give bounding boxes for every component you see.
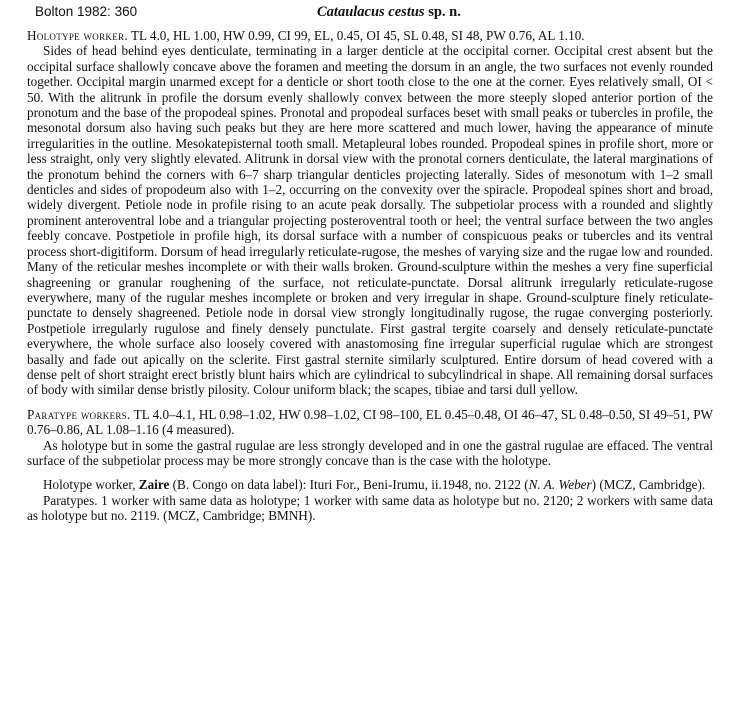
holotype-material-details: (B. Congo on data label): Ituri For., Beni-Irumu, ii.1948, no. 2122 ( (172, 477, 529, 493)
page-header (27, 4, 713, 28)
holotype-material-label: Holotype worker, (43, 477, 136, 493)
holotype-description: Sides of head behind eyes denticulate, terminating in a larger denticle at the occipital corner. Occipital crest absent but the occipital surface shallowly concave above the foramen and meeting the dorsum in an angle, the two surfaces not evenly rounded together. Occipital margin unarmed except for a denticle or short tooth close to the one at the corner. Eyes relatively small, OI < 50. With the alitrunk in profile the dorsum evenly shallowly convex between the more steeply sloped anterior portion of the pronotum and the base of the propodeal spines. Pronotal and propodeal surfaces beset with small peaks or tubercles in profile, the mesonotal dorsum also having such peaks but they are here more scattered and much lower, having the appearance of minute irregularities in the outline. Mesokatepisternal tooth small. Metapleural lobes rounded. Propodeal spines in profile short, more or less straight, only very slightly elevated. Alitrunk in dorsal view with the pronotal corners denticulate, the lateral marginations of the pronotum behind the corners with 6–7 sharp triangular denticles projecting laterally. Sides of mesonotum with 1–2 small denticles and sides of propodeum also with 1–2, occurring on the convexity over the spiracle. Propodeal spines short and broad, widely divergent. Petiole node in profile rising to an acute peak dorsally. The subpetiolar process with a rounded and slightly prominent anteroventral lobe and a triangular projecting posteroventral tooth or heel; the ventral surface between the two angles feebly concave. Postpetiole in profile high, its dorsal surface with a number of conspicuous peaks or tubercles and its ventral process short-digitiform. Dorsum of head irregularly reticulate-rugose, the meshes of varying size and the rugae low and rounded. Many of the reticular meshes incomplete or with their walls broken. Ground-sculpture within the meshes a very fine superficial shagreening or granular roughening of the surface, not reticulate-punctate. Dorsal alitrunk irregularly reticulate-rugose everywhere, many of the rugular meshes incomplete or broken and very irregular in shape. Ground-sculpture finely reticulate-punctate to densely shagreened. Petiole node in dorsal view strongly longitudinally rugose, the rugae converging posteriorly. Postpetiole irregularly rugulose and finely densely punctulate. First gastral tergite coarsely and densely reticulate-punctate everywhere, the whole surface also loosely covered with anastomosing fine irregular superficial rugulae which are strongest basally and fade out apically on the sclerite. First gastral sternite similarly sculptured. Entire dorsum of head covered with a dense pelt of short straight erect bristly blunt hairs which are cylindrical to subcylindrical in shape. All remaining dorsal surfaces of body with similar dense bristly pilosity. Colour uniform black; the scapes, tibiae and tarsi dull yellow. (27, 43, 713, 398)
paratype-description: As holotype but in some the gastral rugulae are less strongly developed and in one the gastral rugulae are effaced. The ventral surface of the subpetiolar process may be more strongly concave than is the case with the holotype. (27, 437, 713, 468)
holotype-country: Zaire (138, 477, 170, 493)
species-heading (317, 4, 461, 21)
species-suffix: sp. n. (428, 4, 461, 20)
paratype-material-paragraph: Paratypes. 1 worker with same data as holotype; 1 worker with same data as holotype but no. 2120; 2 workers with same data as holotype but no. 2119. (MCZ, Cambridge; BMNH). (27, 492, 713, 524)
holotype-depository: ) (MCZ, Cambridge). (591, 477, 706, 493)
paratype-measurements: TL 4.0–4.1, HL 0.98–1.02, HW 0.98–1.02, CI 98–100, EL 0.45–0.48, OI 46–47, SL 0.48–0.50, SI 49–51, PW 0.76–0.86, AL 1.08–1.16 (4 measured). (27, 406, 713, 438)
holotype-measurements-paragraph (27, 28, 713, 43)
holotype-measurements: TL 4.0, HL 1.00, HW 0.99, CI 99, EL, 0.45, OI 45, SL 0.48, SI 48, PW 0.76, AL 1.10. (130, 28, 585, 43)
species-name: Cataulacus cestus (317, 4, 425, 20)
holotype-material-paragraph (27, 477, 713, 492)
holotype-label: Holotype worker. (27, 28, 128, 43)
paratype-measurements-paragraph (27, 407, 713, 438)
holotype-collector: N. A. Weber (528, 477, 592, 493)
citation: Bolton 1982: 360 (35, 4, 138, 19)
paratype-label: Paratype workers. (27, 406, 131, 422)
